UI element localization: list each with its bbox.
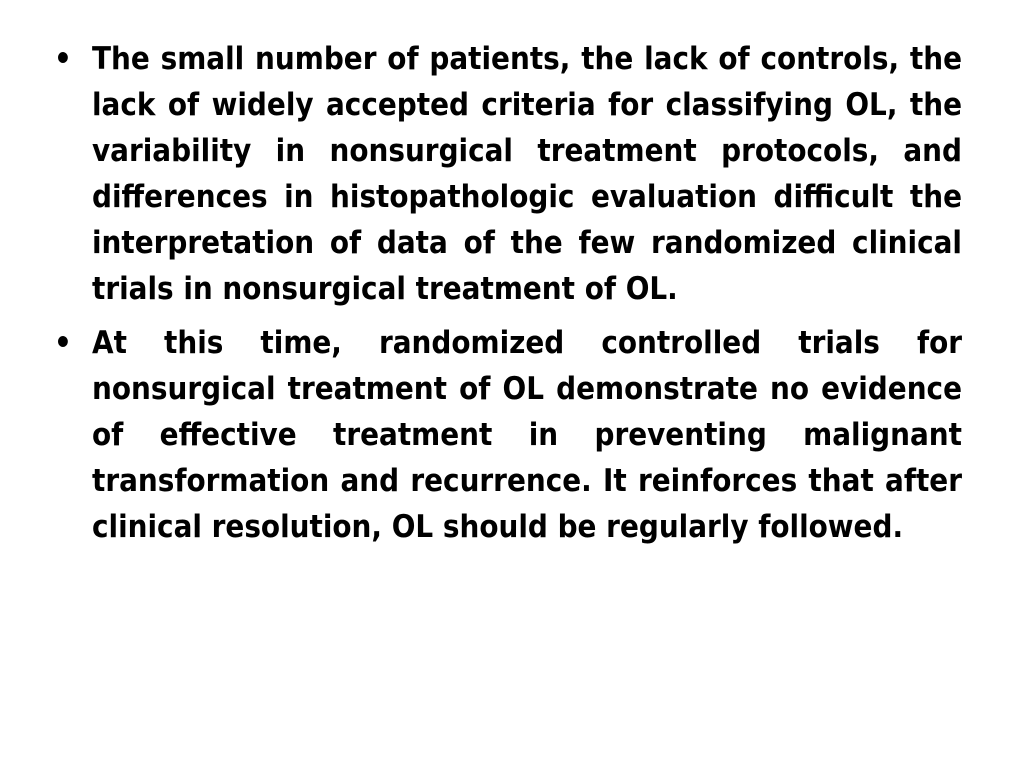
bullet-list (50, 36, 962, 558)
bullet-text-2: At this time, randomized controlled trials for nonsurgical treatment of OL demonstrate no evidence of effective treatment in preventing malignant transformation and recurrence. It reinforces that after clinical resolution, OL should be regularly followed. (92, 325, 962, 545)
bullet-dot-icon: • (54, 325, 72, 361)
bullet-dot-icon: • (54, 41, 72, 77)
bullet-item-2 (50, 320, 962, 550)
bullet-item-1 (50, 36, 962, 312)
bullet-text-1: The small number of patients, the lack of controls, the lack of widely accepted criteria for classifying OL, the variability in nonsurgical treatment protocols, and differences in histopathologic evaluation difficult the interpretation of data of the few randomized clinical trials in nonsurgical treatment of OL. (92, 41, 962, 307)
